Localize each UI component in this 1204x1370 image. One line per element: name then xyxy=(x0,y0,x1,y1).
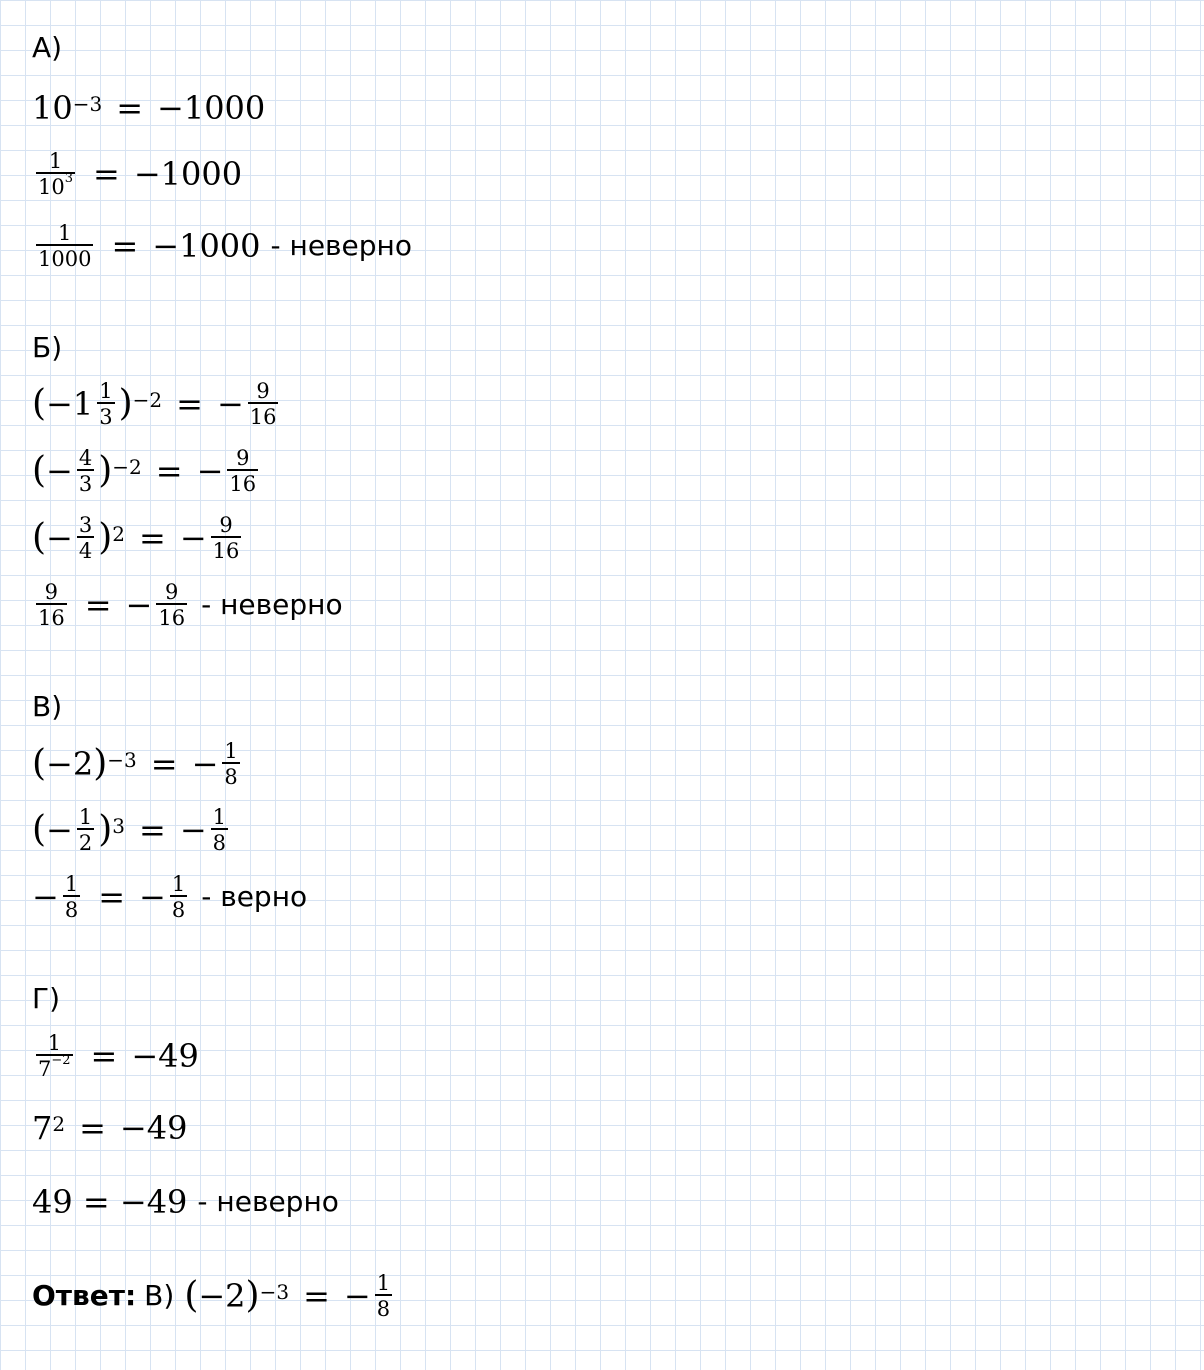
paren-close: ) xyxy=(98,450,113,492)
a2-rhs: −1000 xyxy=(133,155,243,194)
v2-rnum: 1 xyxy=(212,805,227,829)
answer-rnum: 1 xyxy=(376,1271,391,1295)
a2-den xyxy=(36,172,75,198)
b3-sign: − xyxy=(46,519,73,558)
paren-open: ( xyxy=(32,743,47,785)
section-a-label-line xyxy=(32,31,63,64)
section-g-line-1 xyxy=(32,1032,199,1080)
v3-lnum: 1 xyxy=(64,872,79,896)
v1-rden: 8 xyxy=(222,762,239,788)
b1-whole: −1 xyxy=(46,385,94,424)
section-v-line-1 xyxy=(32,740,244,788)
answer-rhs-sign: − xyxy=(343,1277,371,1316)
v2-fraction xyxy=(77,806,94,854)
b2-fden: 3 xyxy=(77,469,94,495)
b2-rhs-sign: − xyxy=(196,452,224,491)
equals-sign: = xyxy=(176,385,203,424)
section-b-line-2 xyxy=(32,447,262,495)
a3-note: - неверно xyxy=(270,229,412,263)
paren-open: ( xyxy=(32,517,47,559)
b1-fden: 3 xyxy=(97,402,114,428)
b1-rnum: 9 xyxy=(256,379,270,403)
paren-open: ( xyxy=(32,383,47,425)
section-b-line-3 xyxy=(32,514,245,562)
paren-close: ) xyxy=(245,1275,260,1317)
b3-rhs-sign: − xyxy=(179,519,207,558)
equals-sign: = xyxy=(90,1037,118,1076)
paren-close: ) xyxy=(98,517,113,559)
answer-line xyxy=(32,1272,396,1320)
g2-rhs: −49 xyxy=(119,1109,188,1147)
b3-fraction xyxy=(77,514,94,562)
b4-rhs-sign: − xyxy=(125,586,153,625)
section-a-line-1 xyxy=(32,89,266,127)
a1-base: 10 xyxy=(32,89,73,127)
v3-rhs-sign: − xyxy=(139,878,166,917)
equals-sign: = xyxy=(139,811,166,850)
a1-exp: −3 xyxy=(72,92,103,116)
b2-fnum: 4 xyxy=(78,446,93,470)
b4-rnum: 9 xyxy=(165,580,179,604)
v1-rnum: 1 xyxy=(224,739,238,763)
equals-sign: = xyxy=(139,519,166,558)
section-v-label-line xyxy=(32,690,63,723)
equals-sign: = xyxy=(150,745,178,784)
section-a-label: А) xyxy=(32,31,63,64)
a2-num: 1 xyxy=(48,149,63,173)
b4-note: - неверно xyxy=(201,588,343,622)
b1-rhs-fraction xyxy=(248,380,279,428)
equals-sign: = xyxy=(155,452,183,491)
v1-rhs-sign: − xyxy=(191,745,219,784)
v2-fnum: 1 xyxy=(78,805,93,829)
section-b-line-1 xyxy=(32,380,282,428)
equals-sign: = xyxy=(79,1109,106,1147)
v1-rhs-fraction xyxy=(222,740,239,788)
paren-open: ( xyxy=(184,1275,199,1317)
section-a-line-2 xyxy=(32,150,242,198)
g1-rhs: −49 xyxy=(131,1037,199,1076)
answer-choice: В) xyxy=(144,1279,175,1313)
b3-rhs-fraction xyxy=(211,514,242,562)
b3-exp: 2 xyxy=(112,522,126,547)
b4-rden: 16 xyxy=(156,603,187,629)
answer-rhs-fraction xyxy=(375,1272,392,1320)
b4-lden: 16 xyxy=(36,603,67,629)
b2-fraction xyxy=(77,447,94,495)
equals-sign: = xyxy=(303,1277,330,1316)
a1-rhs: −1000 xyxy=(157,89,266,127)
b4-lnum: 9 xyxy=(44,580,59,604)
section-v-label: В) xyxy=(32,690,63,723)
a3-den: 1000 xyxy=(36,244,93,270)
b1-fnum: 1 xyxy=(99,379,113,403)
g3-text: 49 = −49 xyxy=(32,1183,188,1221)
g1-den-exp: −2 xyxy=(51,1053,71,1069)
v3-lden: 8 xyxy=(63,895,80,921)
paren-open: ( xyxy=(32,450,47,492)
paren-close: ) xyxy=(118,383,133,425)
b1-fraction xyxy=(97,380,114,428)
v1-base: −2 xyxy=(46,745,94,784)
v3-lhs-sign: − xyxy=(32,878,59,917)
answer-base: −2 xyxy=(198,1277,246,1316)
answer-exp: −3 xyxy=(259,1280,290,1305)
section-g-line-3 xyxy=(32,1183,339,1221)
section-v-line-2 xyxy=(32,806,232,854)
v3-lhs-fraction xyxy=(63,873,80,921)
a2-den-base: 10 xyxy=(38,175,65,200)
equals-sign: = xyxy=(84,586,112,625)
v2-rhs-fraction xyxy=(211,806,228,854)
v1-exp: −3 xyxy=(107,748,137,773)
section-b-label-line xyxy=(32,331,63,364)
a3-num: 1 xyxy=(58,221,72,245)
b2-sign: − xyxy=(46,452,73,491)
section-a-line-3 xyxy=(32,222,412,270)
g3-note: - неверно xyxy=(197,1185,339,1218)
paren-close: ) xyxy=(98,809,113,851)
b4-rhs-fraction xyxy=(156,581,187,629)
v2-rden: 8 xyxy=(211,828,228,854)
b4-lhs-fraction xyxy=(36,581,67,629)
b2-rden: 16 xyxy=(227,469,258,495)
section-v-line-3 xyxy=(32,873,307,921)
a3-rhs: −1000 xyxy=(152,227,261,266)
a2-den-exp: 3 xyxy=(64,171,74,187)
b1-rden: 16 xyxy=(248,402,279,428)
equals-sign: = xyxy=(116,89,144,127)
b3-rnum: 9 xyxy=(219,513,233,537)
b2-exp: −2 xyxy=(112,455,142,480)
answer-label: Ответ: xyxy=(32,1279,137,1313)
section-b-label: Б) xyxy=(32,331,63,364)
v3-note: - верно xyxy=(201,880,308,914)
v2-exp: 3 xyxy=(112,814,126,839)
g1-den-base: 7 xyxy=(38,1057,52,1082)
paren-close: ) xyxy=(93,743,108,785)
v2-rhs-sign: − xyxy=(179,811,207,850)
b2-rhs-fraction xyxy=(227,447,258,495)
equals-sign: = xyxy=(111,227,139,266)
section-b-line-4 xyxy=(32,581,343,629)
b3-rden: 16 xyxy=(211,536,242,562)
paren-open: ( xyxy=(32,809,47,851)
section-g-label-line xyxy=(32,982,60,1015)
g1-den xyxy=(36,1054,73,1080)
a3-fraction xyxy=(36,222,93,270)
b2-rnum: 9 xyxy=(236,446,250,470)
v3-rhs-fraction xyxy=(170,873,187,921)
b1-rhs-sign: − xyxy=(216,385,244,424)
v3-rnum: 1 xyxy=(171,872,186,896)
b1-exp: −2 xyxy=(132,388,163,413)
b3-fden: 4 xyxy=(77,536,94,562)
g1-num: 1 xyxy=(47,1031,61,1055)
section-g-line-2 xyxy=(32,1109,188,1147)
a2-fraction xyxy=(36,150,75,198)
g2-base: 7 xyxy=(32,1109,53,1147)
b3-fnum: 3 xyxy=(78,513,93,537)
answer-rden: 8 xyxy=(375,1294,392,1320)
v2-fden: 2 xyxy=(77,828,94,854)
g1-fraction xyxy=(36,1032,73,1080)
g2-exp: 2 xyxy=(52,1112,66,1136)
equals-sign: = xyxy=(93,155,120,194)
section-g-label: Г) xyxy=(32,982,60,1015)
equals-sign: = xyxy=(98,878,125,917)
v2-sign: − xyxy=(46,811,73,850)
v3-rden: 8 xyxy=(170,895,187,921)
